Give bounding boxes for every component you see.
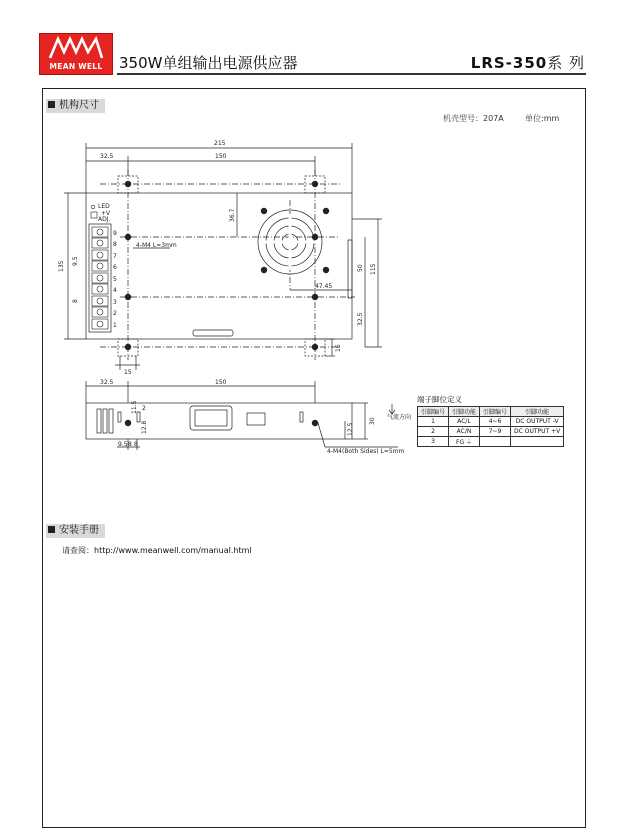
pin-table-header [418,407,564,417]
terminal-number: 6 [113,264,117,271]
dim-47-45: 47.45 [315,283,333,290]
table-row [418,417,564,427]
pin-cell: DC OUTPUT +V [511,427,564,437]
side-connector [190,406,232,430]
pin-header-cell: 引脚编号 [418,407,449,417]
dim-8: 8 [72,299,79,303]
pin-cell: DC OUTPUT -V [511,417,564,427]
dim-hole-span: 150 [215,153,227,160]
pin-header-cell: 引脚编号 [480,407,511,417]
pin-cell [511,437,564,447]
dim-height-32-5: 32.5 [357,312,364,326]
series-code: LRS-350 [470,54,548,72]
side-dim-2: 2 [142,405,146,412]
dim-overall-width: 215 [214,140,226,147]
case-number: 机壳型号：207A [443,114,504,123]
pin-cell: 4~6 [480,417,511,427]
side-dim-12-8: 12.8 [141,420,148,434]
pin-cell: AC/L [449,417,480,427]
pin-header-cell: 引脚功能 [449,407,480,417]
pin-header-cell: 引脚功能 [511,407,564,417]
pin-cell: 2 [418,427,449,437]
top-view-body [86,193,352,339]
install-section-label: 安装手册 [59,525,99,536]
dim-height-115: 115 [370,263,377,275]
pin-cell: FG ⏚ [449,437,480,447]
led-label: LED [98,203,110,210]
terminal-number: 3 [113,299,117,306]
manual-link[interactable]: 请查阅：http://www.meanwell.com/manual.html [62,546,252,555]
dim-9-5: 9.5 [72,256,79,266]
install-section-heading [46,524,105,538]
dim-height-135: 135 [58,260,65,272]
dim-15: 15 [124,369,132,376]
table-row [418,437,564,447]
unit-label: 单位:mm [525,114,560,123]
adj-label: ADJ. [98,216,111,223]
dim-36-7: 36.7 [229,208,236,222]
pin-cell: 3 [418,437,449,447]
side-dim-c: 8 [134,441,138,448]
top-screw-note: 4-M4 L=3mm [136,242,177,249]
pin-table [417,406,564,447]
side-dim-b: 8 [128,441,132,448]
dim-height-50: 50 [357,264,364,272]
side-dim-11-5: 11.5 [131,400,138,414]
terminal-number: 2 [113,310,117,317]
terminal-number: 9 [113,230,117,237]
page-title: 350W单组输出电源供应器 [119,54,298,72]
pin-cell: 1 [418,417,449,427]
side-dim-a: 9.5 [118,441,128,448]
table-row [418,427,564,437]
side-dim-hole-span: 150 [215,379,227,386]
airflow-label: 气流方向 [386,414,411,421]
side-dim-12-5: 12.5 [347,422,354,436]
pin-cell [480,437,511,447]
dim-16: 16 [335,344,342,352]
logo-text: MEAN WELL [49,62,103,71]
terminal-number: 5 [113,276,117,283]
side-dim-30: 30 [369,417,376,425]
pin-table-title: 端子脚位定义 [417,395,462,404]
terminal-number: 1 [113,322,117,329]
mech-section-label: 机构尺寸 [59,100,99,111]
side-dim-left-offset: 32.5 [100,379,114,386]
series-suffix: 系 列 [547,54,585,72]
dim-left-offset: 32.5 [100,153,114,160]
side-screw-note: 4-M4(Both Sides) L=5mm [327,448,405,455]
terminal-number: 4 [113,287,117,294]
section-square-icon [48,526,55,533]
pin-cell: AC/N [449,427,480,437]
v-adj-label: +V [101,210,111,217]
terminal-number: 7 [113,253,117,260]
pin-cell: 7~9 [480,427,511,437]
terminal-number: 8 [113,241,117,248]
